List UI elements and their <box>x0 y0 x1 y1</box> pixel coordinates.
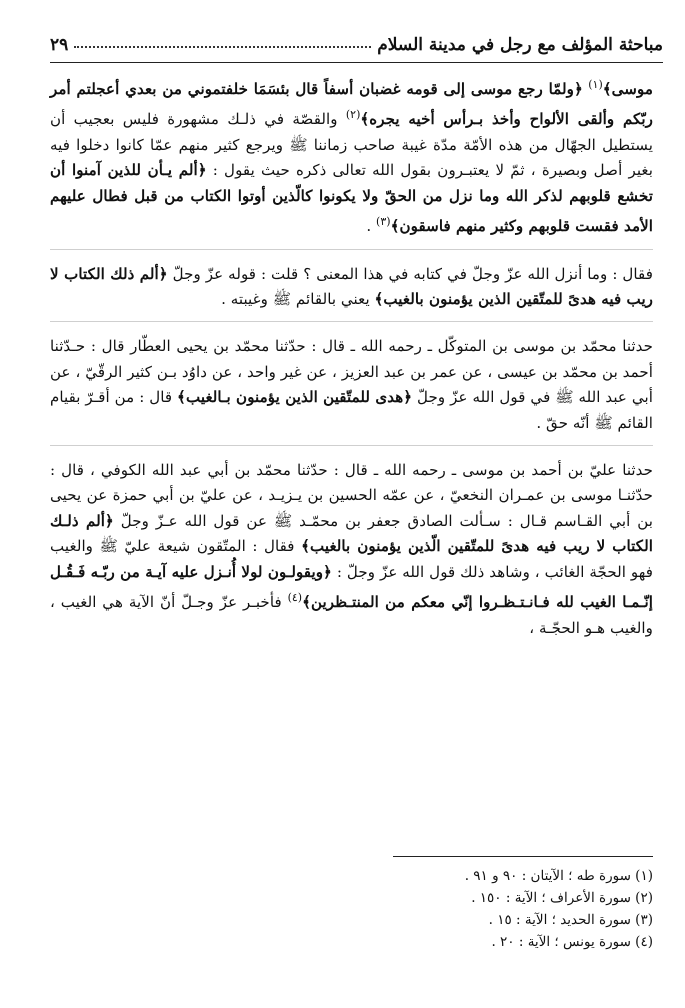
text-run: فأخبـر عزّ وجـلّ أنّ الآية هي الغيب ، والغيب هـو الحجّـة ، <box>50 593 653 637</box>
text-run: قال : من أقـرّ بقيام القائم ﷺ أنّه حقّ . <box>50 388 653 432</box>
text-run: والقصّة في ذلـك مشهورة فليس بعجيب أن يستطيل الجهّال من هذه الأمّة مدّة غيبة صاحب زماننا ﷺ ويرجع كثير منهم عمّا كانوا دخلوا فيه بغير أصل وبصيرة ، ثمّ لا يعتبـرون بقول الله تعالى ذكره حيث يقول : <box>50 110 653 180</box>
paragraph-separator <box>50 249 653 250</box>
quran-quote: ﴿ويقولـون لولا أُنـزل عليه آيـة من ربّـه فَـقُـل إنّـمـا الغيب لله فـانـتـظـروا إنّي معكم من المنتـظرين﴾ <box>50 562 653 612</box>
text-run: حدثنا عليّ بن أحمد بن موسى ـ رحمه الله ـ قال : حدّثنا محمّد بن أبي عبد الله الكوفي ، قال : حدّثنـا موسى بن عمـران النخعيّ ، عن عمّه الحسين بن يـزيـد ، عن عليّ بن أبي حمزة عن يحيى بن أبي القـاسم قـال : سـألت الصادق جعفر بن محمّـد ﷺ عن قول الله عـزّ وجلّ <box>50 461 653 530</box>
footnotes <box>393 856 653 953</box>
text-run: حدثنا محمّد بن موسى بن المتوكّل ـ رحمه الله ـ قال : حدّثنا محمّد بن يحيى العطّار قال : حـدّثنا أحمد بن محمّد بن عيسى ، عن عمر بن عبد العزيز ، عن غير واحد ، عن داوُد بـن كثير الرقّيّ ، عن أبي عبد الله ﷺ في قول الله عزّ وجلّ <box>50 337 653 407</box>
quran-quote: موسى <box>611 80 654 99</box>
text-run: . <box>366 217 377 236</box>
quran-quote: ﴿ألم ذلك الكتاب لا ريب فيه هدىً للمتّقين الذين يؤمنون بالغيب﴾ <box>50 264 653 309</box>
header-dot-leader <box>74 46 371 48</box>
text-run: يعني بالقائم ﷺ وغيبته . <box>221 290 375 309</box>
paragraph <box>50 458 653 641</box>
footnote-ref: (٢) <box>345 108 361 122</box>
main-text <box>50 72 653 650</box>
footnote-ref: (٤) <box>287 591 303 605</box>
text-run: فقال : وما أنزل الله عزّ وجلّ في كتابه في هذا المعنى ؟ قلت : قوله عزّ وجلّ <box>167 264 654 283</box>
footnote: (٢) سورة الأعراف ؛ الآية : ١٥٠ . <box>471 890 653 906</box>
footnote-ref: (١) <box>588 78 603 91</box>
quran-quote: ﴿ولمّا رجع موسى إلى قومه غضبان أسفاً قال بئسَمَا خلفتموني من بعدي أعجلتم أمر ربّكم وألقى الألواح وأخذ بـرأس أخيه يجره﴾ <box>50 80 653 129</box>
paragraph-separator <box>50 445 653 446</box>
page-number: ٢٩ <box>50 35 69 55</box>
quran-quote: ﴾ <box>602 80 612 99</box>
quran-quote: ﴿ألم يـأن للذين آمنوا أن تخشع قلوبهم لذكر الله وما نزل من الحقّ ولا يكونوا كالّذين أوتوا الكتاب من قبل فطال عليهم الأمد فقست قلوبهم وكثير منهم فاسقون﴾ <box>50 161 653 236</box>
paragraph <box>50 262 653 313</box>
paragraph-separator <box>50 321 653 322</box>
paragraph <box>50 72 653 240</box>
running-title: مباحثة المؤلف مع رجل في مدينة السلام <box>377 35 663 55</box>
footnote: (١) سورة طه ؛ الآيتان : ٩٠ و ٩١ . <box>464 868 653 884</box>
text-run: فقال : المتّقون شيعة عليّ ﷺ والغيب فهو الحجّة الغائب ، وشاهد ذلك قول الله عزّ وجلّ : <box>50 537 653 581</box>
footnote: (٣) سورة الحديد ؛ الآية : ١٥ . <box>488 912 653 928</box>
footnote: (٤) سورة يونس ؛ الآية : ٢٠ . <box>491 934 653 950</box>
quran-quote: ﴿هدى للمتّقين الذين يؤمنون بـالغيب﴾ <box>177 388 413 407</box>
page-header <box>50 28 663 63</box>
quran-quote: ﴿ألم ذلـك الكتاب لا ريب فيه هدىً للمتّقين الّذين يؤمنون بالغيب﴾ <box>50 511 653 556</box>
paragraph <box>50 334 653 436</box>
footnote-ref: (٣) <box>376 215 391 229</box>
